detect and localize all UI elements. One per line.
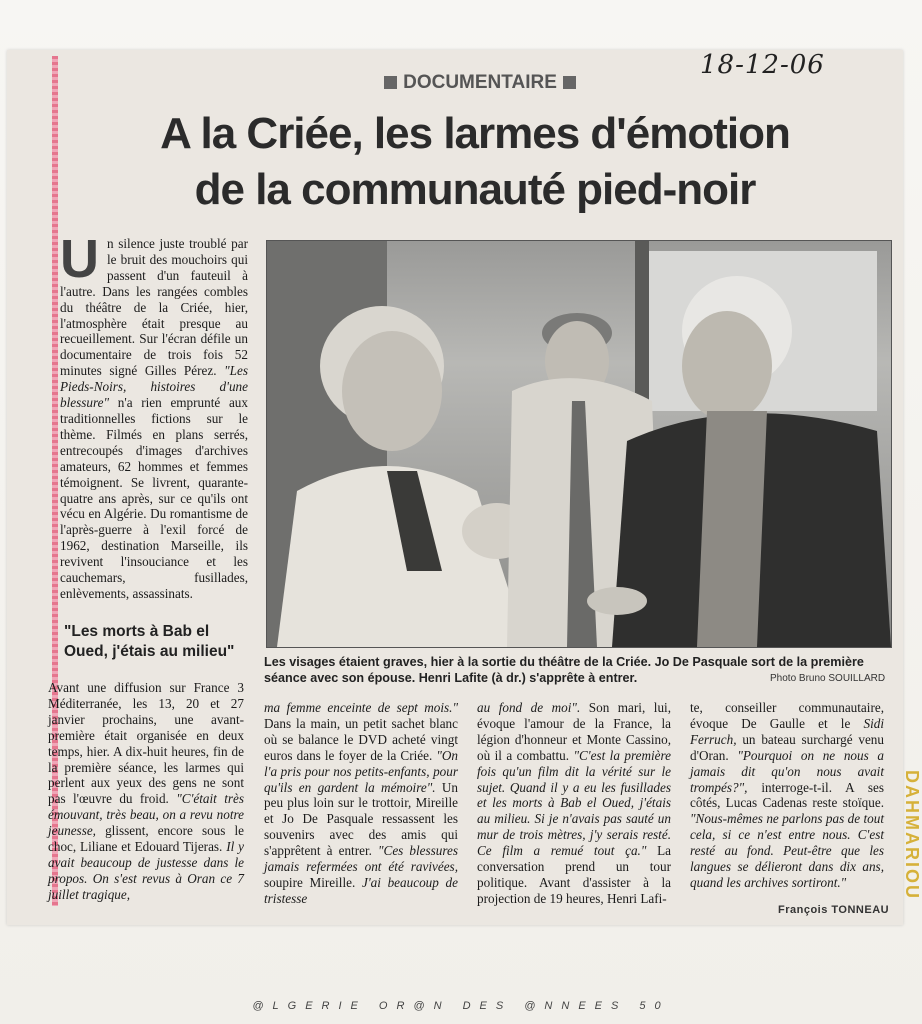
photo-caption: Les visages étaient graves, hier à la sortie du théâtre de la Criée. Jo De Pasquale sort de la première séance avec son épouse. Henri Lafite (à dr.) s'apprête à entrer. xyxy=(264,655,864,685)
rubric-label: DOCUMENTAIRE xyxy=(403,72,557,93)
handwritten-date: 18-12-06 xyxy=(700,50,825,80)
section-rubric xyxy=(360,72,600,94)
headline-line-1: A la Criée, les larmes d'émotion xyxy=(160,109,790,158)
film-title: "Les Pieds-Noirs, histoires d'une blessure" xyxy=(60,363,248,411)
photo-credit: Photo Bruno SOUILLARD xyxy=(770,673,886,684)
article-column-2: ma femme enceinte de sept mois." Dans la main, un petit sachet blanc où se balance le DVD acheté vingt euros dans le foyer de la Criée. "On l'a pris pour nos petits-enfants, pour qu'ils en gardent la mémoire". Un peu plus loin sur le trottoir, Mireille et Jo De Pasquale ressassent les souvenirs avec des amis qui s'apprêtent à entrer. "Ces blessures jamais refermées ont été ravivées, soupire Mireille. J'ai beaucoup de tristesse xyxy=(264,700,458,906)
archive-footer: @LGERIE OR@N DES @NNEES 50 xyxy=(252,1000,670,1012)
article-paragraph: Avant une diffusion sur France 3 Méditerranée, les 13, 20 et 27 janvier prochains, une avant-première était organisée en deux temps, hier. A dix-huit heures, fin de la première séance, les larmes qui perlent aux yeux des gens ne sont pas l'œuvre du froid. "C'était très émouvant, très beau, on a revu notre jeunesse, glissent, encore sous le choc, Liliane et Edouard Tijeras. Il y avait beaucoup de justesse dans le propos. On s'est revus à Oran ce 7 juillet tragique, xyxy=(48,680,244,902)
square-bullet-icon xyxy=(563,76,576,89)
photo-figures xyxy=(267,241,891,647)
article-subheading: "Les morts à Bab el Oued, j'étais au milieu" xyxy=(64,623,235,660)
article-headline xyxy=(60,106,890,218)
drop-cap: U xyxy=(60,229,99,289)
collection-stamp: DAHMARIOU xyxy=(902,770,922,900)
article-intro-paragraph: Un silence juste troublé par le bruit des mouchoirs qui passent d'un fauteuil à l'autre. Dans les rangées combles du théâtre de la Criée, hier, l'atmosphère était presque au recueillement. Sur l'écran défile un documentaire de trois fois 52 minutes signé Gilles Pérez. "Les Pieds-Noirs, histoires d'une blessure" n'a rien emprunté aux traditionnelles fictions sur le thème. Filmés en plans serrés, entrecoupés d'images d'archives amateurs, 62 hommes et femmes témoignent. Se livrent, quarante-quatre ans après, sur ce qu'ils ont vécu en Algérie. Du romantisme de l'après-guerre à l'exil forcé de 1962, destination Marseille, ils revivent l'insouciance et les cauchemars, fusillades, enlèvements, assassinats. xyxy=(60,229,248,601)
article-photo xyxy=(266,240,892,648)
article-column-1-lower xyxy=(48,680,244,903)
article-column-3: au fond de moi". Son mari, lui, évoque l'amour de la France, la légion d'honneur et Monte Cassino, où il a combattu. "C'est la première fois qu'un film dit la vérité sur le sujet. Quand il y a eu les fusillades et les morts à Bab el Oued, j'étais au milieu. Si je n'avais pas sauté un mur de trois mètres, j'y serais resté. Ce film a remué tout ça." La conversation prend un tour politique. Avant d'assister à la projection de 19 heures, Henri Lafi- xyxy=(477,700,671,906)
square-bullet-icon xyxy=(384,76,397,89)
article-byline: François TONNEAU xyxy=(778,904,890,916)
article-column-1 xyxy=(60,229,248,602)
article-column-4: te, conseiller communautaire, évoque De Gaulle et le Sidi Ferruch, un bateau surchargé venu d'Oran. "Pourquoi on ne nous a jamais dit qu'on nous avait trompés?", interroge-t-il. A ses côtés, Lucas Cadenas reste stoïque. "Nous-mêmes ne parlons pas de tout cela, si ce n'est entre nous. C'est resté au fond. Peut-être que les langues se délieront dans dix ans, quand les archives sortiront." xyxy=(690,700,884,890)
headline-line-2: de la communauté pied-noir xyxy=(194,165,756,214)
